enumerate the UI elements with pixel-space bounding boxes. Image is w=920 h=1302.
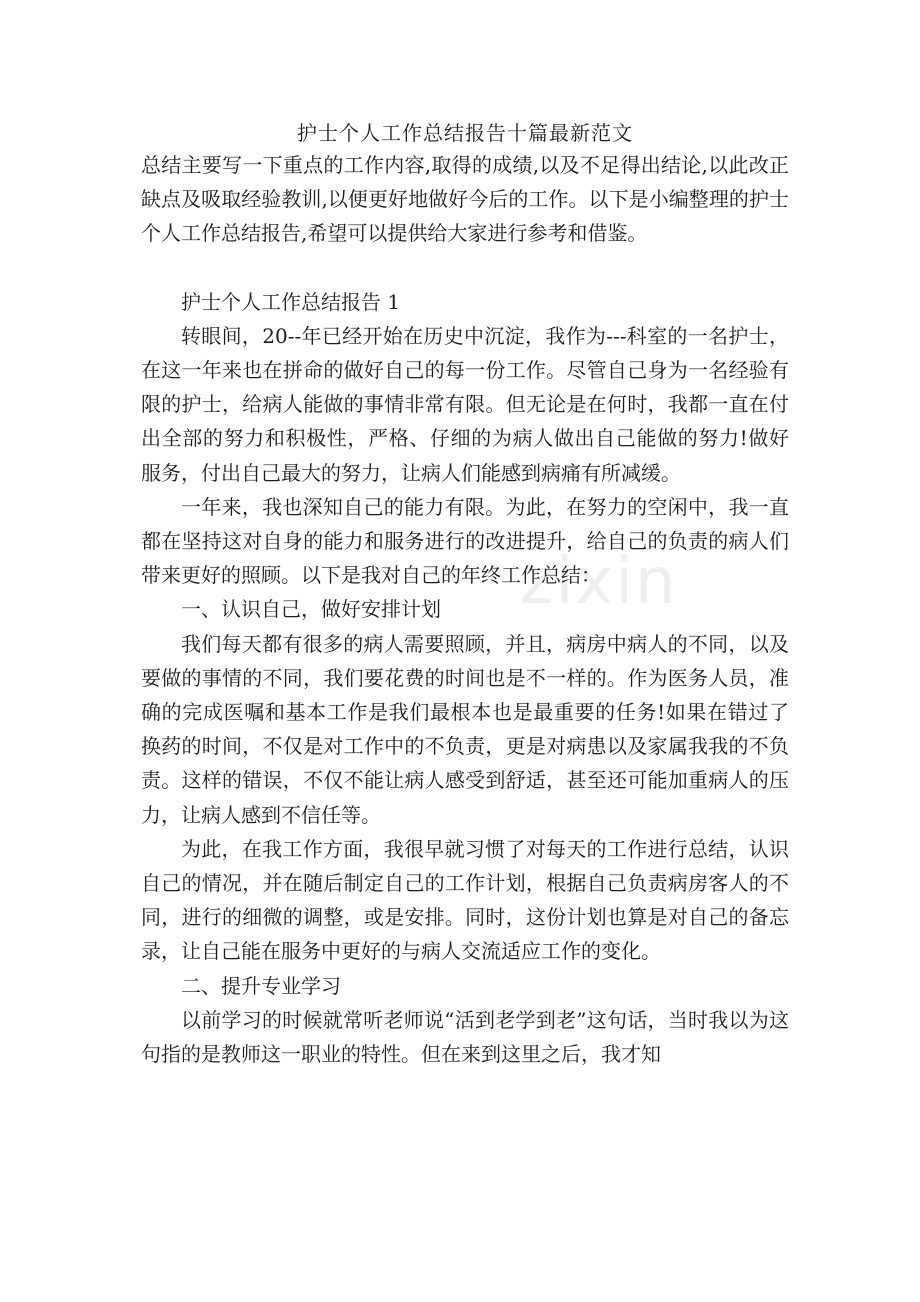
body-paragraph-3: 我们每天都有很多的病人需要照顾，并且，病房中病人的不同，以及要做的事情的不同，我们要花费的时间也是不一样的。作为医务人员，准确的完成医嘱和基本工作是我们最根本也是最重要的任务!如果在错过了换药的时间，不仅是对工作中的不负责，更是对病患以及家属我我的不负责。这样的错误，不仅不能让病人感受到舒适，甚至还可能加重病人的压力，让病人感到不信任等。: [141, 631, 789, 827]
blank-line: [141, 251, 789, 285]
intro-paragraph: 总结主要写一下重点的工作内容,取得的成绩,以及不足得出结论,以此改正缺点及吸取经验教训,以便更好地做好今后的工作。以下是小编整理的护士个人工作总结报告,希望可以提供给大家进行参考和借鉴。: [141, 153, 789, 246]
section-heading: 护士个人工作总结报告 1: [181, 289, 401, 314]
subheading-1: 一、认识自己，做好安排计划: [181, 597, 441, 622]
body-paragraph-2: 一年来，我也深知自己的能力有限。为此，在努力的空闲中，我一直都在坚持这对自身的能力和服务进行的改进提升，给自己的负责的病人们带来更好的照顾。以下是我对自己的年终工作总结：: [141, 494, 789, 588]
document-page: [141, 118, 789, 1071]
body-paragraph-1: 转眼间，20--年已经开始在历史中沉淀，我作为---科室的一名护士，在这一年来也在拼命的做好自己的每一份工作。尽管自己身为一名经验有限的护士，给病人能做的事情非常有限。但无论是在何时，我都一直在付出全部的努力和积极性，严格、仔细的为病人做出自己能做的努力!做好服务，付出自己最大的努力，让病人们能感到病痛有所减缓。: [141, 323, 789, 485]
body-paragraph-5: 以前学习的时候就常听老师说“活到老学到老”这句话，当时我以为这句指的是教师这一职业的特性。但在来到这里之后，我才知: [141, 1007, 789, 1067]
subheading-2: 二、提升专业学习: [181, 973, 341, 998]
watermark: zixin: [520, 545, 678, 619]
document-title: 护士个人工作总结报告十篇最新范文: [297, 121, 633, 145]
body-paragraph-4: 为此，在我工作方面，我很早就习惯了对每天的工作进行总结，认识自己的情况，并在随后制定自己的工作计划，根据自己负责病房客人的不同，进行的细微的调整，或是安排。同时，这份计划也算是对自己的备忘录，让自己能在服务中更好的与病人交流适应工作的变化。: [141, 836, 789, 964]
